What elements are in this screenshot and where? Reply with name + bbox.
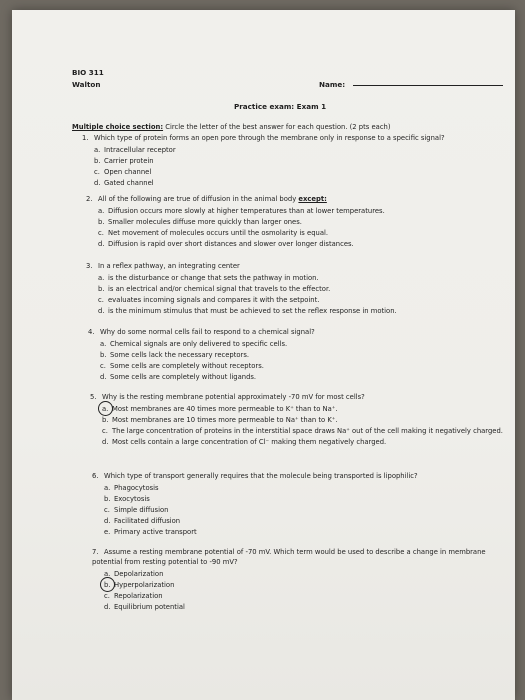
- answer-option-circled: b. Hyperpolarization: [104, 581, 175, 589]
- answer-option: a. Diffusion occurs more slowly at higher temperatures than at lower temperatures.: [98, 207, 385, 215]
- answer-option: d. Most cells contain a large concentration of Cl⁻ making them negatively charged.: [102, 438, 387, 446]
- answer-option: b. Smaller molecules diffuse more quickly than larger ones.: [98, 218, 302, 226]
- answer-option: b. Carrier protein: [94, 157, 154, 165]
- name-blank-line: [353, 85, 503, 86]
- question-stem: 4. Why do some normal cells fail to respond to a chemical signal?: [88, 328, 315, 336]
- circled-answer-mark: a.: [102, 404, 112, 414]
- section-instructions-text: Circle the letter of the best answer for each question. (2 pts each): [163, 123, 391, 131]
- name-label: Name:: [319, 80, 346, 89]
- circled-answer-mark: b.: [104, 580, 114, 590]
- question-stem: 1. Which type of protein forms an open pore through the membrane only in response to a specific signal?: [82, 134, 445, 142]
- exam-page: [12, 10, 515, 700]
- section-label: Multiple choice section:: [72, 123, 164, 131]
- answer-option: c. Net movement of molecules occurs until the osmolarity is equal.: [98, 229, 329, 237]
- answer-option: d. Gated channel: [94, 179, 154, 187]
- answer-option: c. Some cells are completely without receptors.: [100, 362, 264, 370]
- question-stem: 6. Which type of transport generally requires that the molecule being transported is lipophilic?: [92, 472, 418, 480]
- emphasis-except: except:: [298, 195, 327, 203]
- course-code: BIO 311: [72, 68, 104, 77]
- question-7: [92, 547, 508, 613]
- answer-option: d. Diffusion is rapid over short distances and slower over longer distances.: [98, 240, 354, 248]
- question-5: [90, 392, 508, 448]
- question-stem: 7. Assume a resting membrane potential of -70 mV. Which term would be used to describe a change in membrane potential from resting potential to -90 mV?: [92, 548, 486, 566]
- question-4: [88, 327, 508, 383]
- answer-option: a. Chemical signals are only delivered to specific cells.: [100, 340, 288, 348]
- answer-option: b. Some cells lack the necessary receptors.: [100, 351, 250, 359]
- answer-option: d. Facilitated diffusion: [104, 517, 181, 525]
- answer-option: a. Phagocytosis: [104, 484, 159, 492]
- instructor-name: Walton: [72, 80, 101, 89]
- answer-option: b. Most membranes are 10 times more permeable to Na⁺ than to K⁺.: [102, 416, 338, 424]
- question-2: [86, 194, 506, 250]
- section-instructions: [72, 123, 391, 132]
- question-stem: 5. Why is the resting membrane potential approximately -70 mV for most cells?: [90, 393, 365, 401]
- answer-option: d. Equilibrium potential: [104, 603, 185, 611]
- answer-option: d. Some cells are completely without ligands.: [100, 373, 257, 381]
- answer-option: a. Intracellular receptor: [94, 146, 176, 154]
- answer-option: b. Exocytosis: [104, 495, 150, 503]
- answer-option: c. Repolarization: [104, 592, 163, 600]
- answer-option: b. is an electrical and/or chemical signal that travels to the effector.: [98, 285, 331, 293]
- question-6: [92, 471, 508, 538]
- answer-option-circled: a. Most membranes are 40 times more permeable to K⁺ than to Na⁺.: [102, 405, 338, 413]
- answer-option: a. is the disturbance or change that sets the pathway in motion.: [98, 274, 319, 282]
- answer-option: c. Simple diffusion: [104, 506, 169, 514]
- answer-option: c. evaluates incoming signals and compares it with the setpoint.: [98, 296, 320, 304]
- exam-title: Practice exam: Exam 1: [234, 102, 327, 111]
- answer-option: e. Primary active transport: [104, 528, 197, 536]
- question-stem: 2. All of the following are true of diffusion in the animal body except:: [86, 195, 327, 203]
- question-3: [86, 261, 506, 317]
- question-1: [82, 133, 502, 189]
- question-stem: 3. In a reflex pathway, an integrating center: [86, 262, 240, 270]
- answer-option: c. The large concentration of proteins in the interstitial space draws Na⁺ out of the cell making it negatively charged.: [102, 427, 503, 435]
- answer-option: a. Depolarization: [104, 570, 164, 578]
- answer-option: d. is the minimum stimulus that must be achieved to set the reflex response in motion.: [98, 307, 397, 315]
- answer-option: c. Open channel: [94, 168, 152, 176]
